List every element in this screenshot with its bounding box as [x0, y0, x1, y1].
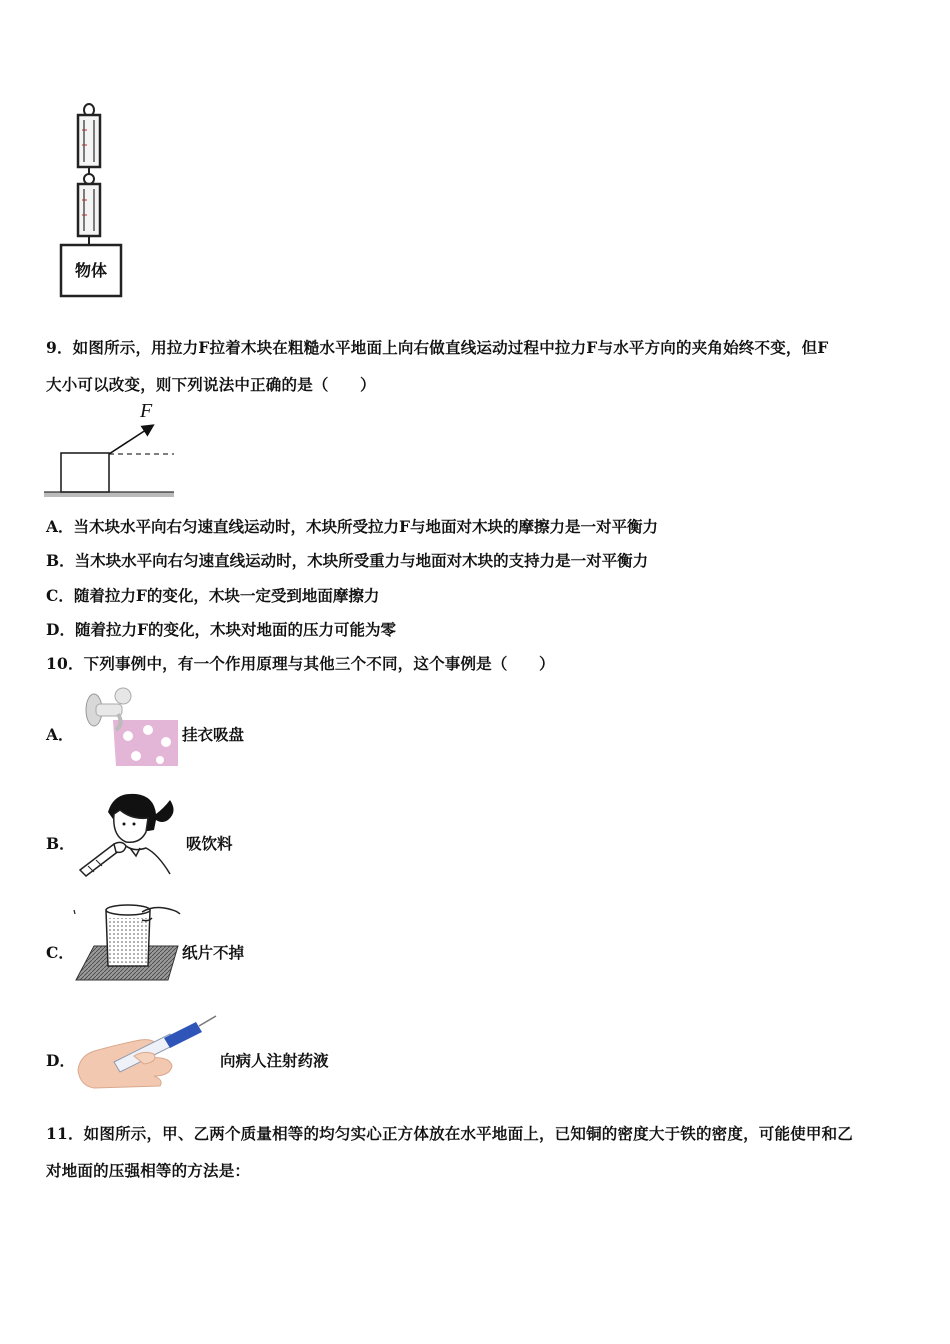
syringe-image: [74, 1010, 220, 1090]
q9-option-c[interactable]: C．随着拉力F的变化，木块一定受到地面摩擦力: [46, 586, 380, 605]
block-force-figure: [44, 402, 184, 504]
q9-option-d[interactable]: D．随着拉力F的变化，木块对地面的压力可能为零: [46, 620, 396, 639]
q11-stem-line2: 对地面的压强相等的方法是：: [46, 1161, 251, 1180]
force-label: F: [140, 400, 153, 422]
q10-option-b-caption: 吸饮料: [186, 834, 233, 853]
q9-option-a[interactable]: A．当木块水平向右匀速直线运动时，木块所受拉力F与地面对木块的摩擦力是一对平衡力: [46, 517, 659, 536]
q9-stem-line2: 大小可以改变，则下列说法中正确的是（ ）: [46, 375, 376, 394]
q10-option-d-caption: 向病人注射药液: [220, 1051, 329, 1070]
girl-drinking-image: [74, 790, 186, 880]
object-box-label: 物体: [74, 261, 107, 280]
q10-option-a-label[interactable]: A．: [46, 725, 74, 744]
q10-option-b-label[interactable]: B．: [46, 834, 75, 853]
suction-cup-hanger-image: [78, 684, 182, 768]
q10-option-d-label[interactable]: D．: [46, 1051, 75, 1070]
q9-option-b[interactable]: B．当木块水平向右匀速直线运动时，木块所受重力与地面对木块的支持力是一对平衡力: [46, 551, 649, 570]
glass-paper-image: [72, 900, 184, 984]
q10-option-c-label[interactable]: C．: [46, 943, 74, 962]
q10-option-a-caption: 挂衣吸盘: [182, 725, 245, 744]
q10-stem: 10．下列事例中，有一个作用原理与其他三个不同，这个事例是（ ）: [46, 654, 555, 673]
q9-stem-line1: 9．如图所示，用拉力F拉着木块在粗糙水平地面上向右做直线运动过程中拉力F与水平方向的夹角始终不变，但F: [46, 338, 829, 357]
q10-option-c-caption: 纸片不掉: [182, 943, 245, 962]
q11-stem-line1: 11．如图所示，甲、乙两个质量相等的均匀实心正方体放在水平地面上，已知铜的密度大于铁的密度，可能使甲和乙: [46, 1124, 853, 1143]
